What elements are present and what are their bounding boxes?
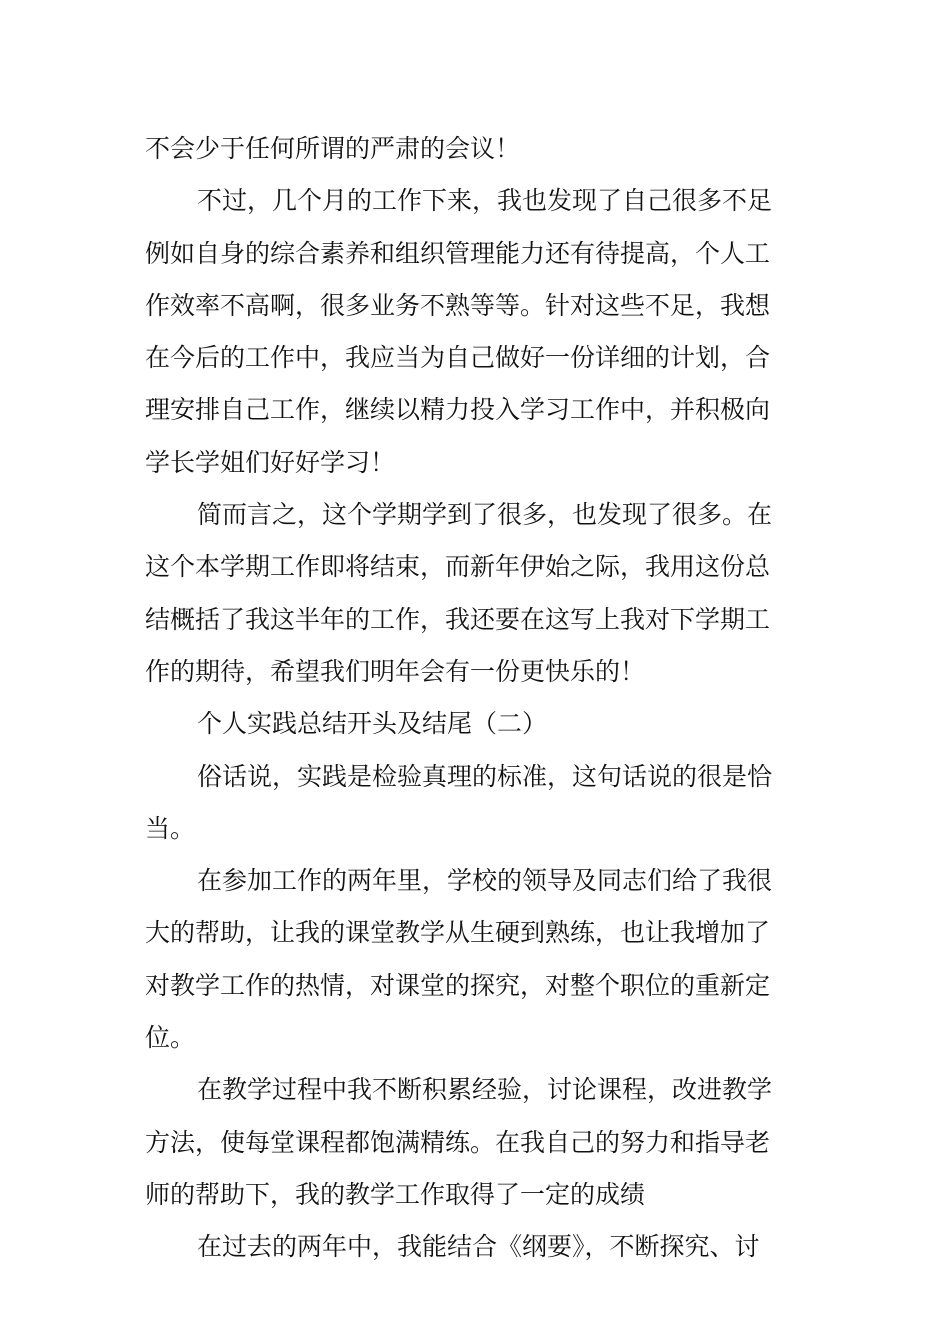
text-line: 理安排自己工作，继续以精力投入学习工作中，并积极向 [145, 395, 771, 425]
text-line: 在参加工作的两年里，学校的领导及同志们给了我很 [197, 866, 773, 896]
text-line: 结概括了我这半年的工作，我还要在这写上我对下学期工 [145, 604, 771, 634]
text-line: 作的期待，希望我们明年会有一份更快乐的！ [145, 656, 646, 686]
text-line: 在教学过程中我不断积累经验，讨论课程，改进教学 [197, 1075, 773, 1105]
text-line: 俗话说，实践是检验真理的标准，这句话说的很是恰 [197, 761, 773, 791]
text-line: 位。 [145, 1023, 196, 1053]
text-line: 在过去的两年中，我能结合《纲要》，不断探究、讨 [197, 1232, 760, 1262]
text-line: 方法，使每堂课程都饱满精练。在我自己的努力和指导老 [145, 1127, 771, 1157]
text-line: 简而言之，这个学期学到了很多，也发现了很多。在 [197, 500, 773, 530]
text-line: 不会少于任何所谓的严肃的会议！ [145, 134, 521, 163]
text-line: 当。 [145, 813, 196, 843]
text-line: 学长学姐们好好学习！ [145, 447, 396, 477]
text-line: 大的帮助，让我的课堂教学从生硬到熟练，也让我增加了 [145, 918, 771, 948]
document-body [145, 123, 807, 1274]
text-line: 作效率不高啊，很多业务不熟等等。针对这些不足，我想 [145, 290, 771, 320]
text-line: 这个本学期工作即将结束，而新年伊始之际，我用这份总 [145, 552, 771, 582]
text-line: 师的帮助下，我的教学工作取得了一定的成绩 [145, 1179, 646, 1209]
text-line: 对教学工作的热情，对课堂的探究，对整个职位的重新定 [145, 970, 771, 1000]
section-heading: 个人实践总结开头及结尾（二） [197, 709, 548, 739]
text-line: 在今后的工作中，我应当为自己做好一份详细的计划，合 [145, 343, 771, 373]
text-line: 不过，几个月的工作下来，我也发现了自己很多不足 [197, 186, 773, 216]
text-line: 例如自身的综合素养和组织管理能力还有待提高，个人工 [145, 238, 771, 268]
